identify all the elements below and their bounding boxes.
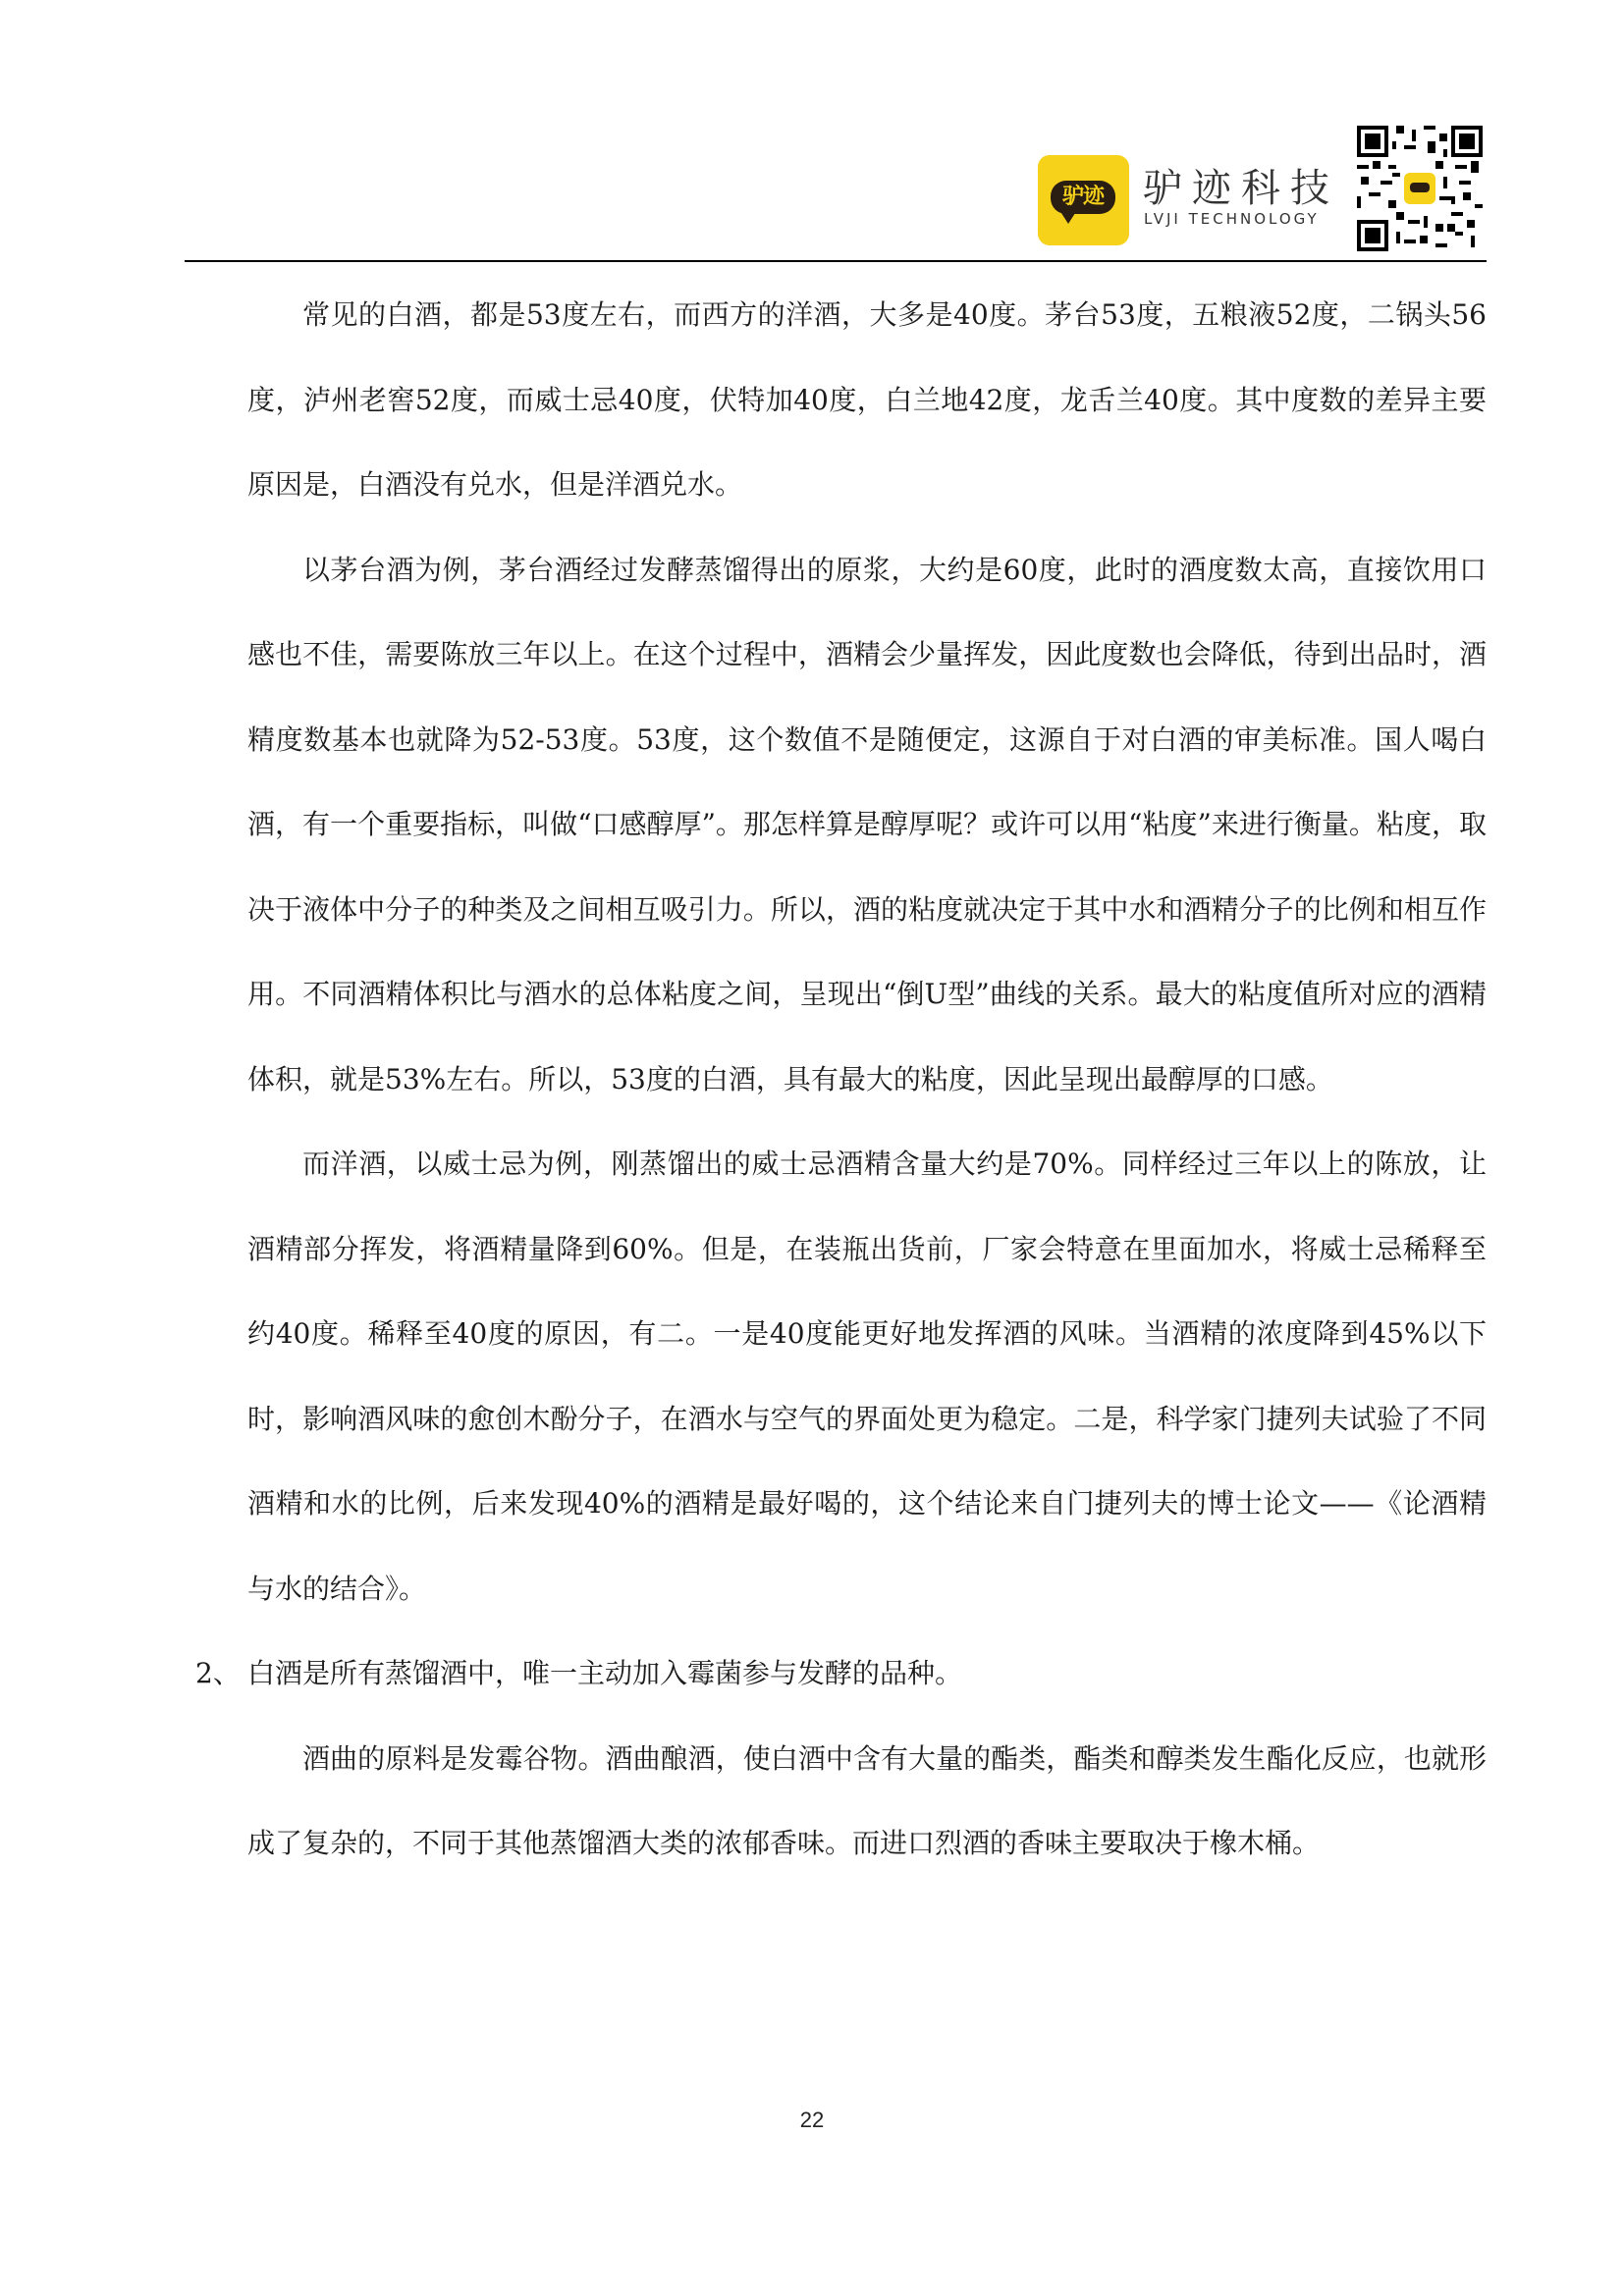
body-paragraph: 酒曲的原料是发霉谷物。酒曲酿酒，使白酒中含有大量的酯类，酯类和醇类发生酯化反应，也就形成了复杂的，不同于其他蒸馏酒大类的浓郁香味。而进口烈酒的香味主要取决于橡木桶。 <box>247 1741 1487 1859</box>
brand-name-cn: 驴迹科技 <box>1143 166 1339 211</box>
header-rule <box>185 260 1487 262</box>
numbered-item <box>195 1631 1487 1717</box>
item-number: 2、 <box>195 1657 241 1689</box>
item-text: 白酒是所有蒸馏酒中，唯一主动加入霉菌参与发酵的品种。 <box>247 1657 963 1689</box>
brand-logo <box>1038 155 1129 245</box>
body-paragraph: 而洋酒，以威士忌为例，刚蒸馏出的威士忌酒精含量大约是70%。同样经过三年以上的陈放，让酒精部分挥发，将酒精量降到60%。但是，在装瓶出货前，厂家会特意在里面加水，将威士忌稀释至约40度。稀释至40度的原因，有二。一是40度能更好地发挥酒的风味。当酒精的浓度降到45%以下时，影响酒风味的愈创木酚分子，在酒水与空气的界面处更为稳定。二是，科学家门捷列夫试验了不同酒精和水的比例，后来发现40%的酒精是最好喝的，这个结论来自门捷列夫的博士论文——《论酒精与水的结合》。 <box>247 1148 1487 1605</box>
brand-name-en: LVJI TECHNOLOGY <box>1144 210 1320 228</box>
qr-code-icon <box>1357 126 1483 251</box>
logo-speech-bubble: 驴迹 <box>1051 181 1115 214</box>
page-number: 22 <box>799 2108 825 2132</box>
page-header <box>0 0 1624 265</box>
body-paragraph: 以茅台酒为例，茅台酒经过发酵蒸馏得出的原浆，大约是60度，此时的酒度数太高，直接饮用口感也不佳，需要陈放三年以上。在这个过程中，酒精会少量挥发，因此度数也会降低，待到出品时，酒精度数基本也就降为52-53度。53度，这个数值不是随便定，这源自于对白酒的审美标准。国人喝白酒，有一个重要指标，叫做“口感醇厚”。那怎样算是醇厚呢？或许可以用“粘度”来进行衡量。粘度，取决于液体中分子的种类及之间相互吸引力。所以，酒的粘度就决定于其中水和酒精分子的比例和相互作用。不同酒精体积比与酒水的总体粘度之间，呈现出“倒U型”曲线的关系。最大的粘度值所对应的酒精体积，就是53%左右。所以，53度的白酒，具有最大的粘度，因此呈现出最醇厚的口感。 <box>247 553 1487 1095</box>
document-body <box>195 273 1487 1887</box>
logo-bubble-tail <box>1059 210 1077 224</box>
body-paragraph: 常见的白酒，都是53度左右，而西方的洋酒，大多是40度。茅台53度，五粮液52度，二锅头56度，泸州老窖52度，而威士忌40度，伏特加40度，白兰地42度，龙舌兰40度。其中度数的差异主要原因是，白酒没有兑水，但是洋酒兑水。 <box>247 298 1487 501</box>
